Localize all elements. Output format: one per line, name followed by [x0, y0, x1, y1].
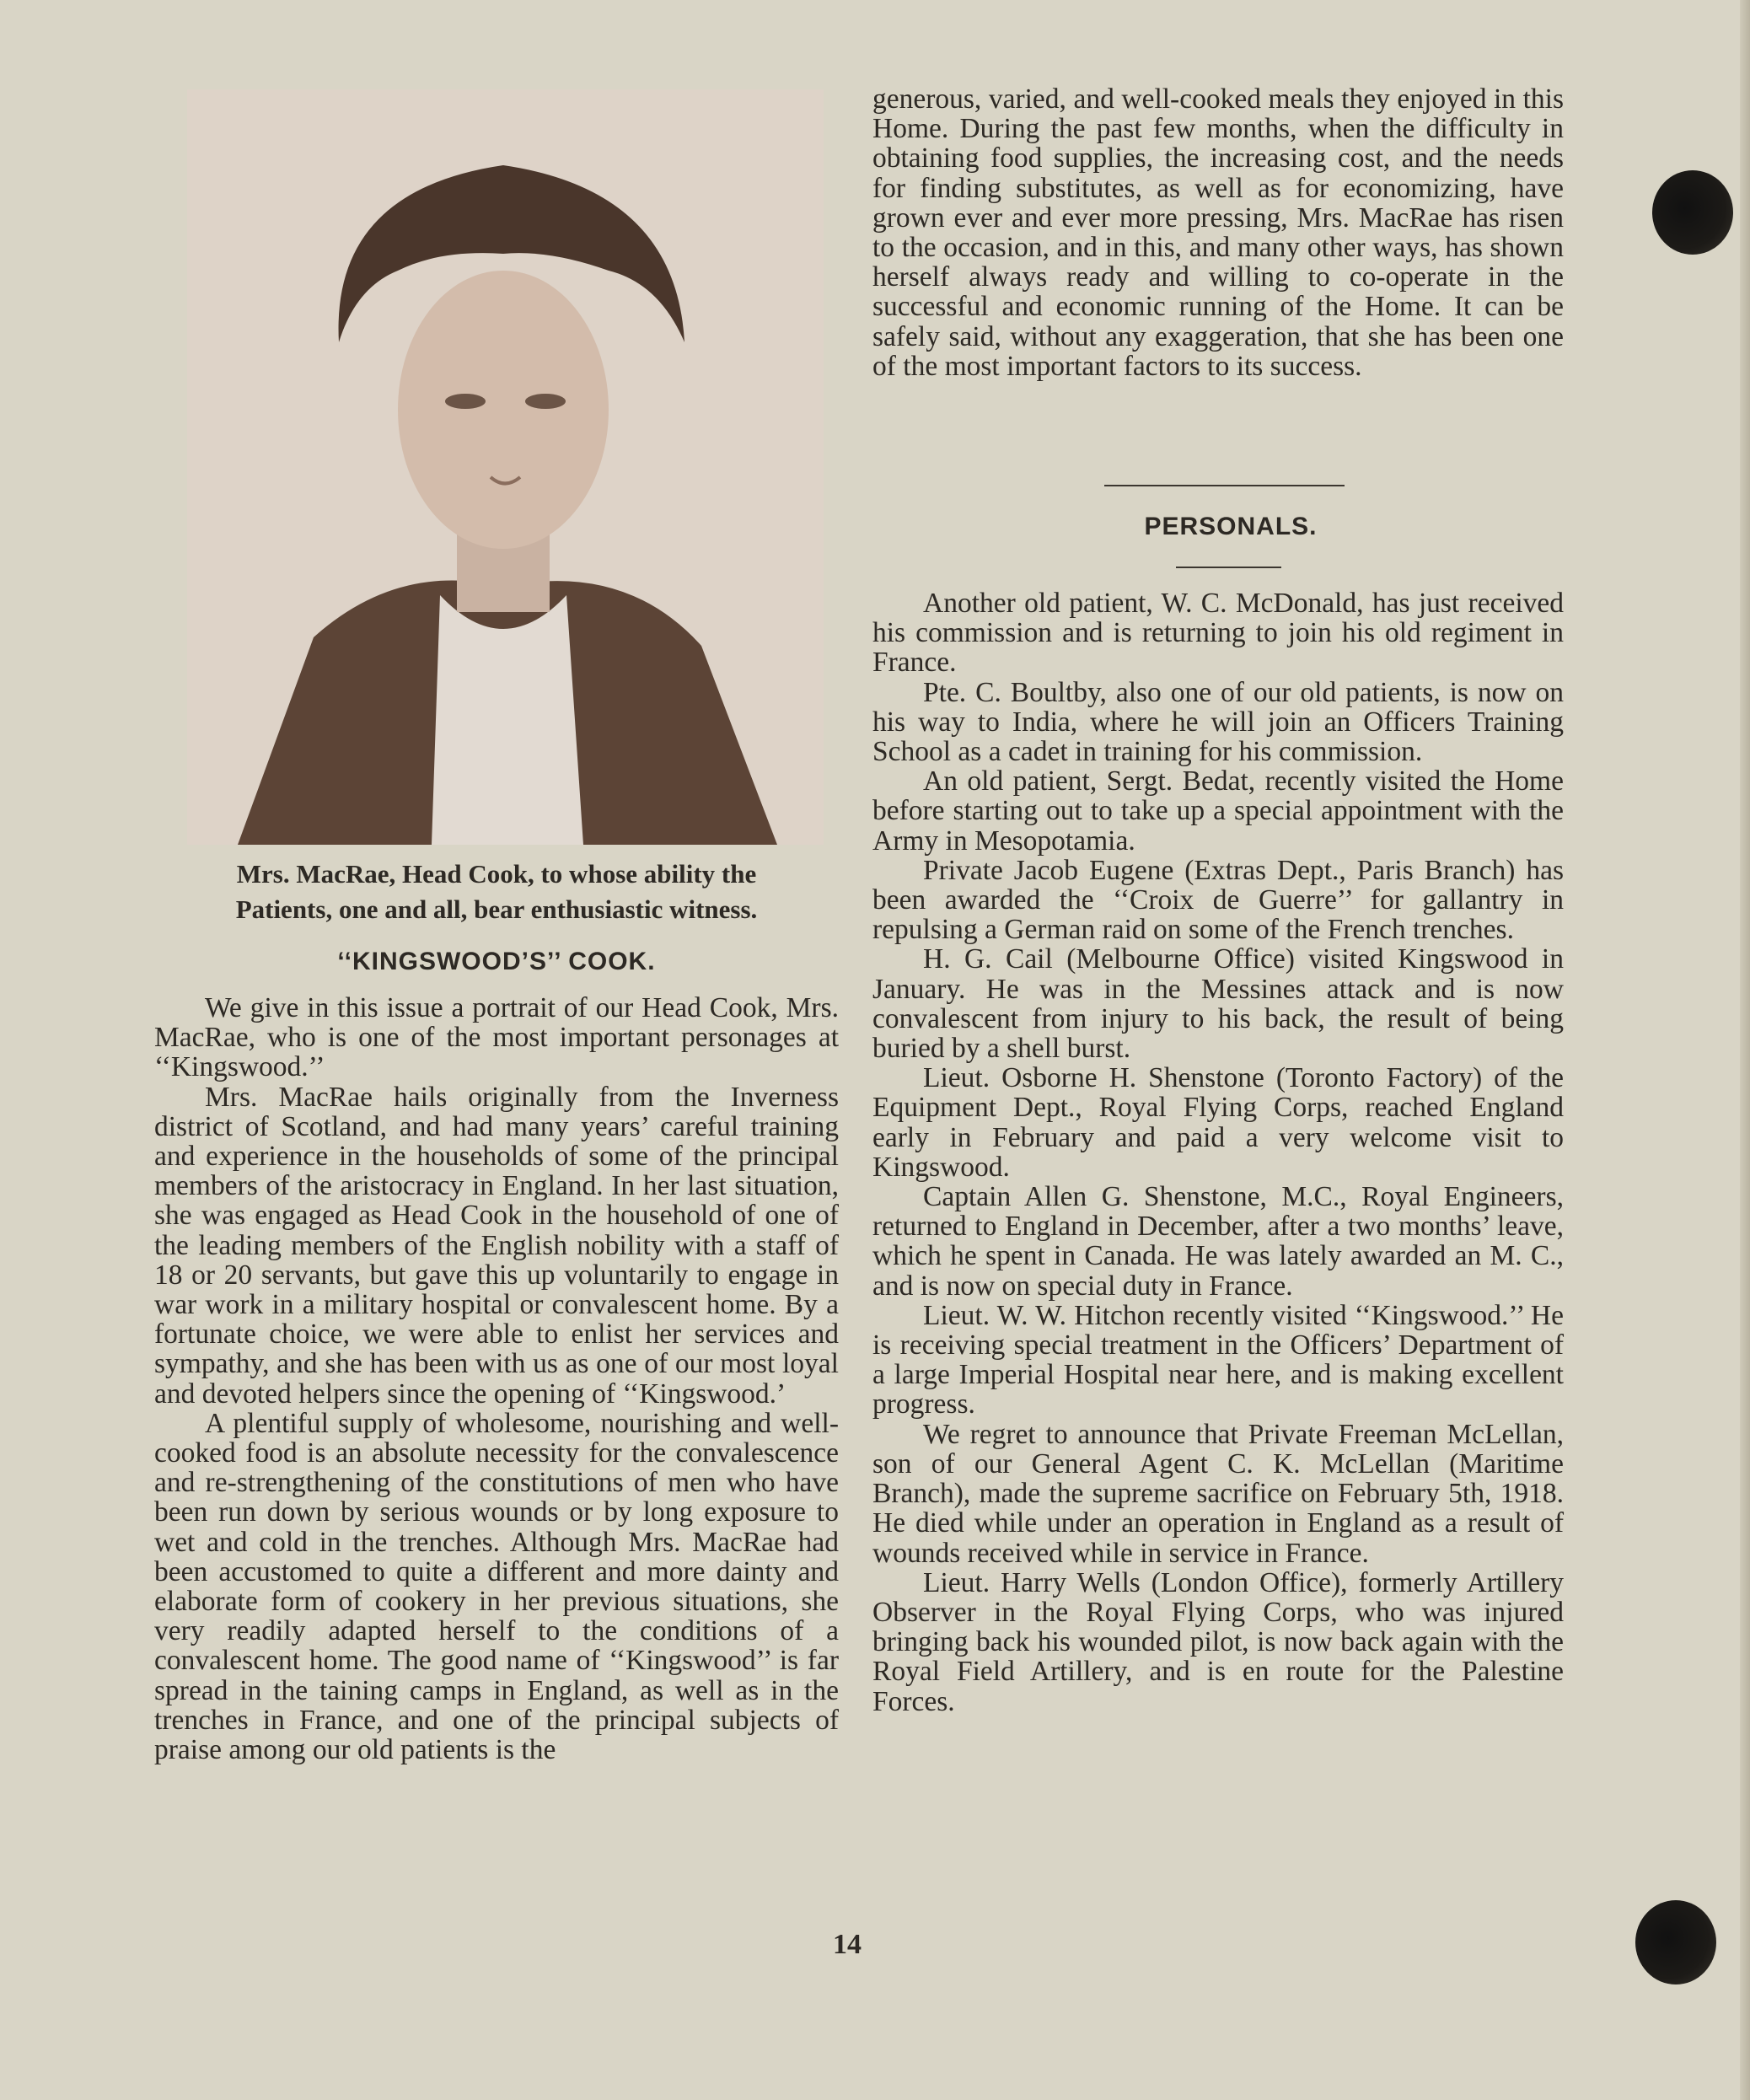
right-column	[872, 84, 1564, 381]
photo-caption	[154, 857, 839, 927]
punch-hole-top	[1652, 170, 1733, 255]
personals-title: PERSONALS.	[1144, 513, 1318, 540]
personals-item: Private Jacob Eugene (Extras Dept., Paris Branch) has been awarded the ‘‘Croix de Guerre’’ for gallantry in repulsing a German raid on some of the French trenches.	[872, 854, 1564, 946]
caption-line-2: Patients, one and all, bear enthusiastic witness.	[235, 894, 758, 924]
personals-item: Lieut. W. W. Hitchon recently visited ‘‘Kingswood.’’ He is receiving special treatment in the Officers’ Department of a large Imperial Hospital near here, and is making excellent progress.	[872, 1299, 1564, 1421]
personals-item: Another old patient, W. C. McDonald, has just received his commission and is returning to join his old regiment in France.	[872, 588, 1564, 679]
personals-body	[872, 588, 1564, 1716]
article-continuation: generous, varied, and well-cooked meals they enjoyed in this Home. During the past few months, when the difficulty in obtaining food supplies, the increasing cost, and the needs for finding substitutes, as well as for economizing, have grown ever and ever more pressing, Mrs. MacRae has risen to the occasion, and in this, and many other ways, has shown herself always ready and willing to co-operate in the successful and economic running of the Home. It can be safely said, without any exaggeration, that she has been one of the most important factors to its success.	[872, 83, 1564, 382]
personals-item: Captain Allen G. Shenstone, M.C., Royal Engineers, returned to England in December, after a two months’ leave, which he spent in Canada. He was lately awarded an M. C., and is now on special duty in France.	[872, 1181, 1564, 1302]
article-paragraph: Mrs. MacRae hails originally from the Inverness district of Scotland, and had many years’ careful training and experience in the households of some of the principal members of the aristocracy in England. In her last situation, she was engaged as Head Cook in the household of one of the leading members of the English nobility with a staff of 18 or 20 servants, but gave this up voluntarily to engage in war work in a military hospital or convalescent home. By a fortunate choice, we were able to enlist her services and sympathy, and she has been with us as one of our most loyal and devoted helpers since the opening of ‘‘Kingswood.’	[154, 1081, 839, 1410]
page-number: 14	[833, 1929, 862, 1960]
personals-item: Lieut. Harry Wells (London Office), formerly Artillery Observer in the Royal Flying Corps, who was injured bringing back his wounded pilot, is now back again with the Royal Field Artillery, and is en route for the Palestine Forces.	[872, 1566, 1564, 1717]
punch-hole-bottom	[1635, 1900, 1716, 1985]
personals-item: We regret to announce that Private Freeman McLellan, son of our General Agent C. K. McLellan (Maritime Branch), made the supreme sacrifice on February 5th, 1918. He died while under an operation in England as a result of wounds received while in service in France.	[872, 1418, 1564, 1569]
article-paragraph: A plentiful supply of wholesome, nourishing and well-cooked food is an absolute necessity for the convalescence and re-strengthening of the constitutions of men who have been run down by serious wounds or by long exposure to wet and cold in the trenches. Although Mrs. MacRae had been accustomed to quite a different and more dainty and elaborate form of cookery in her previous situations, she very readily adapted herself to the conditions of a convalescent home. The good name of ‘‘Kingswood’’ is far spread in the taining camps in England, as well as in the trenches in France, and one of the principal subjects of praise among our old patients is the	[154, 1407, 839, 1766]
page-edge	[1740, 0, 1750, 2100]
article-body	[154, 993, 839, 1764]
personals-item: An old patient, Sergt. Bedat, recently visited the Home before starting out to take up a special appointment with the Army in Mesopotamia.	[872, 765, 1564, 857]
article-paragraph: We give in this issue a portrait of our Head Cook, Mrs. MacRae, who is one of the most important personages at ‘‘Kingswood.’’	[154, 992, 839, 1083]
personals-underline	[1176, 567, 1281, 568]
portrait-photo	[187, 89, 824, 845]
personals-item: H. G. Cail (Melbourne Office) visited Kingswood in January. He was in the Messines attack and is now convalescent from injury to his back, the result of being buried by a shell burst.	[872, 943, 1564, 1065]
personals-item: Lieut. Osborne H. Shenstone (Toronto Factory) of the Equipment Dept., Royal Flying Corps, reached England early in February and paid a very welcome visit to Kingswood.	[872, 1062, 1564, 1183]
personals-item: Pte. C. Boultby, also one of our old patients, is now on his way to India, where he will join an Officers Training School as a cadet in training for his commission.	[872, 676, 1564, 768]
section-divider	[1104, 485, 1345, 486]
caption-line-1: Mrs. MacRae, Head Cook, to whose ability the	[236, 859, 757, 889]
portrait-illustration	[187, 89, 824, 845]
article-title: ‘‘KINGSWOOD’S’’ COOK.	[337, 948, 656, 975]
